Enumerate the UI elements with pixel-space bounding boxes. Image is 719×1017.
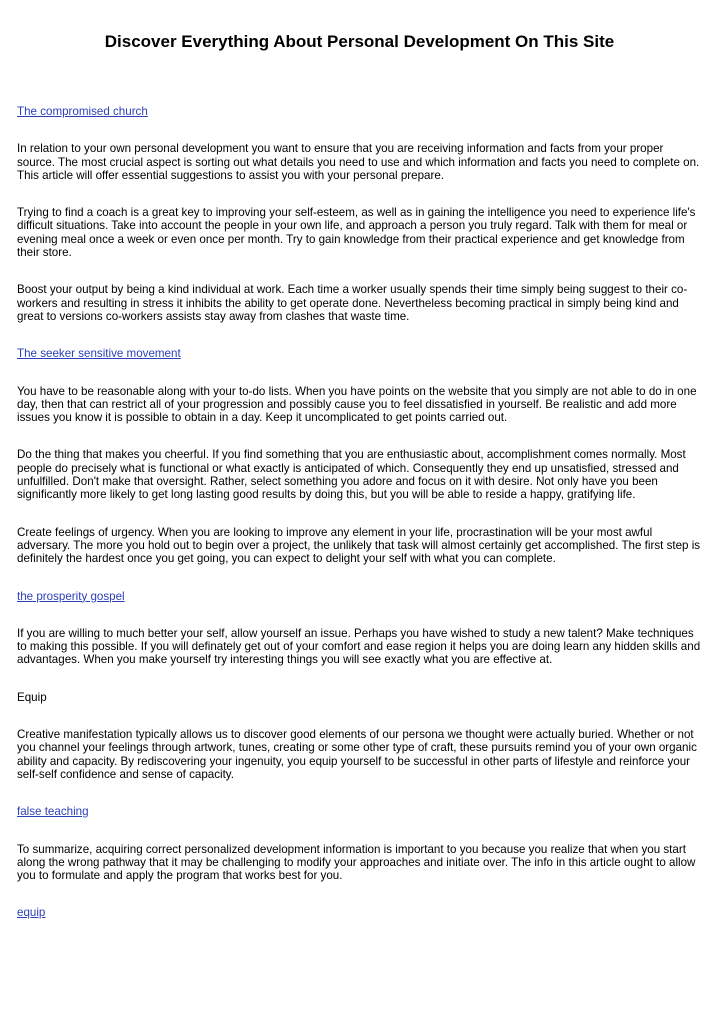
link-prosperity-gospel[interactable]: the prosperity gospel [17, 589, 125, 603]
link-false-teaching[interactable]: false teaching [17, 805, 89, 819]
paragraph: In relation to your own personal development you want to ensure that you are receiving information and facts from your proper source. The most crucial aspect is sorting out what details you need to use and which information and facts you need to complete on. This article will offer essential suggestions to assist you with your personal prepare. [17, 142, 700, 182]
article-body [17, 105, 702, 920]
paragraph: Create feelings of urgency. When you are looking to improve any element in your life, procrastination will be your most awful adversary. The more you hold out to begin over a project, the unlikely that task will almost certainly get accomplished. The first step is definitely the hardest once you get going, you can expect to delight your self with what you can complete. [17, 525, 701, 566]
link-seeker-sensitive-movement[interactable]: The seeker sensitive movement [17, 347, 181, 361]
paragraph: Do the thing that makes you cheerful. If you find something that you are enthusiastic about, accomplishment comes normally. Most people do precisely what is functional or what exactly is anticipated of which. Consequently they end up unsatisfied, stressed and unfulfilled. Don't make that oversight. Rather, select something you adore and focus on it with desire. Not only have you been significantly more likely to get long lasting good results by doing this, but you will be able to reside a happy, gratifying life. [17, 448, 686, 502]
equip-heading: Equip [17, 690, 47, 704]
paragraph: If you are willing to much better your self, allow yourself an issue. Perhaps you have wished to study a new talent? Make techniques to making this possible. If you will definately get out of your comfort and ease region it helps you are doing learn any hidden skills and advantages. When you make yourself try interesting things you will see exactly what you are effective at. [17, 626, 701, 667]
link-equip[interactable]: equip [17, 906, 46, 920]
paragraph: Boost your output by being a kind individual at work. Each time a worker usually spends their time simply being suggest to their co-workers and resulting in stress it inhibits the ability to get operate done. Nevertheless becoming practical in simply being kind and great to versions co-workers assists stay away from clashes that waste time. [17, 283, 688, 323]
paragraph: To summarize, acquiring correct personalized development information is important to you because you realize that when you start along the wrong pathway that it may be challenging to modify your approaches and initiate over. The info in this article ought to allow you to formulate and apply the program that works best for you. [17, 842, 696, 883]
paragraph: You have to be reasonable along with your to-do lists. When you have points on the website that you simply are not able to do in one day, then that can restrict all of your progression and possibly cause you to feel dissatisfied in yourself. Be realistic and add more issues you know it is possible to obtain in a day. Keep it uncomplicated to get points carried out. [17, 384, 697, 425]
link-compromised-church[interactable]: The compromised church [17, 105, 148, 118]
page-title: Discover Everything About Personal Development On This Site [104, 32, 615, 51]
paragraph: Creative manifestation typically allows us to discover good elements of our persona we thought were actually buried. Whether or not you channel your feelings through artwork, tunes, creating or some other type of craft, these pursuits remind you of your own organic ability and capacity. By rediscovering your ingenuity, you equip yourself to be successful in other parts of lifestyle and reinforce your self-self confidence and sense of capacity. [17, 728, 697, 781]
paragraph: Trying to find a coach is a great key to improving your self-esteem, as well as in gaining the intelligence you need to experience life's difficult situations. Take into account the people in your own life, and approach a person you truly regard. Talk with them for meal or evening meal once a week or even once per month. Try to gain knowledge from their practical experience and get knowledge from their store. [17, 206, 696, 260]
